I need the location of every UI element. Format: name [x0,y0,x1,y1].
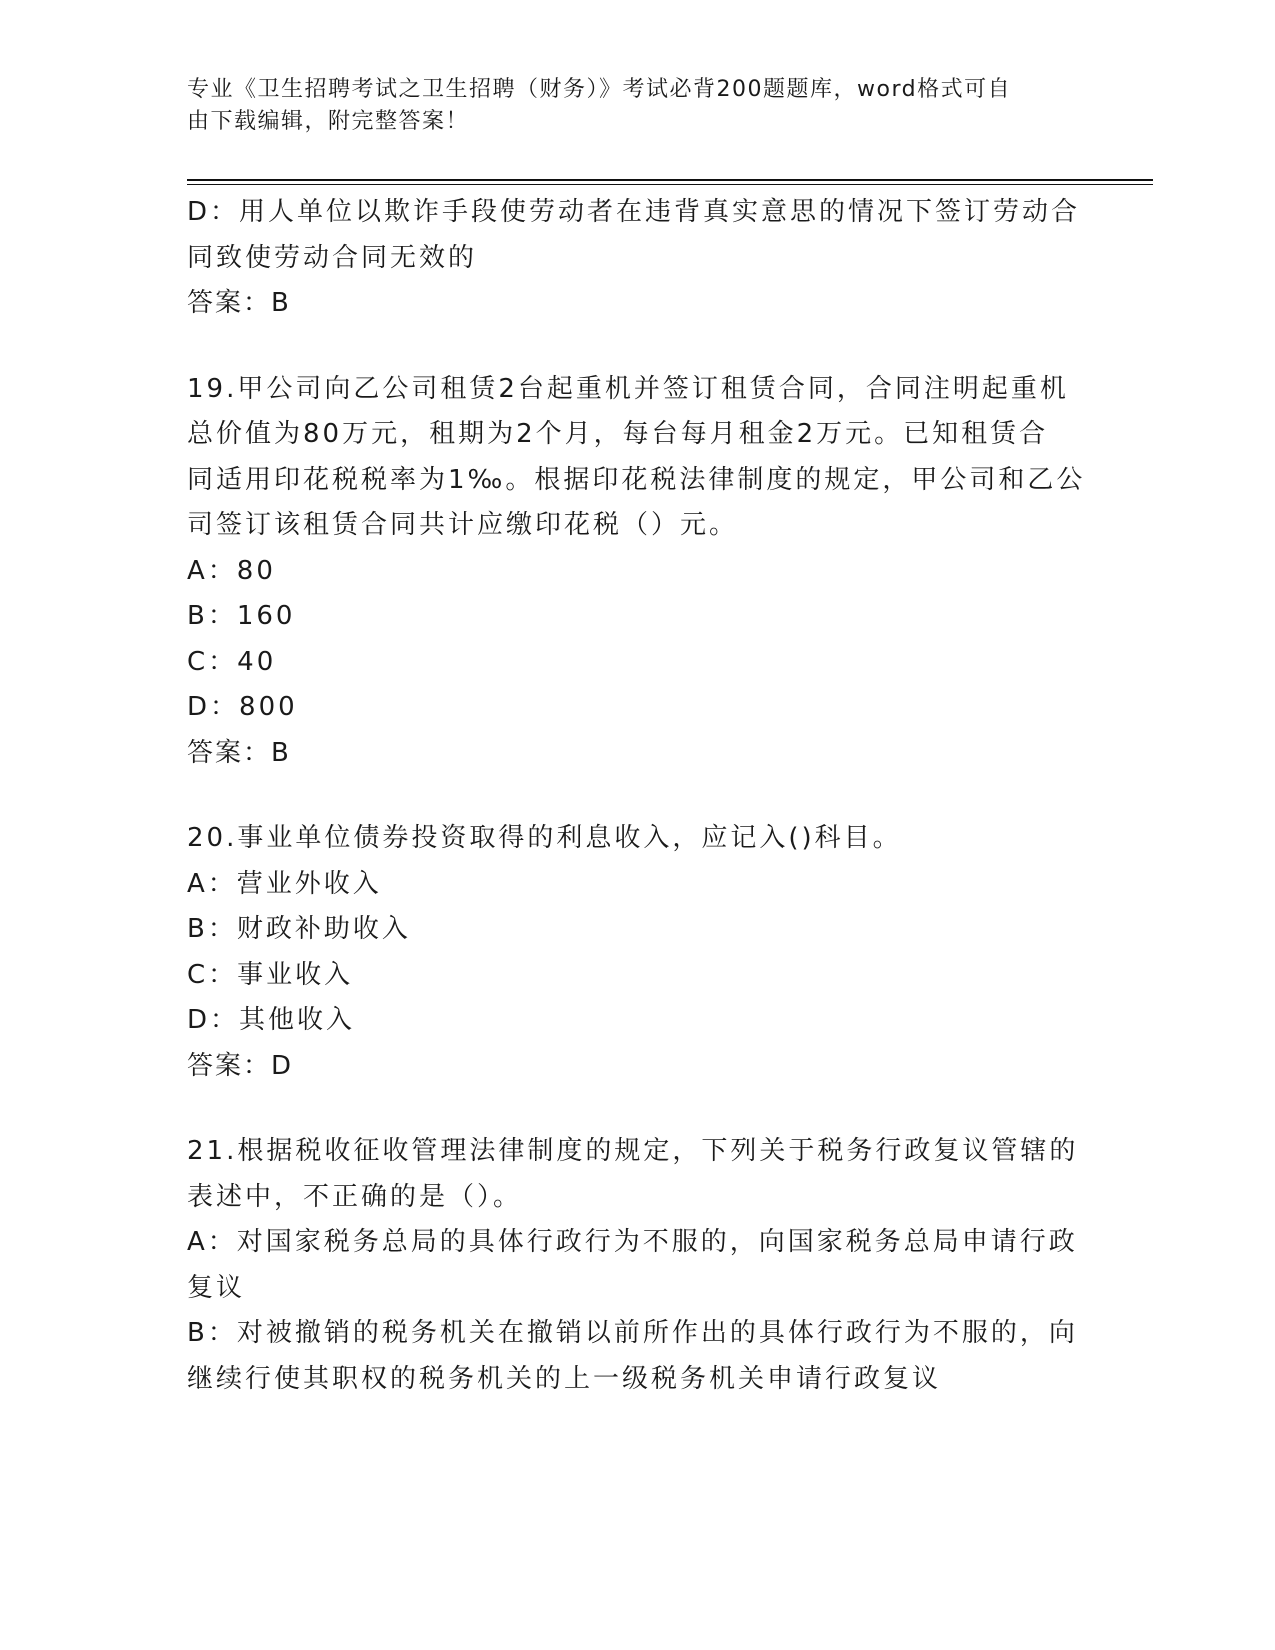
q20-stem: 20.事业单位债券投资取得的利息收入，应记入()科目。 [187,823,902,853]
header-line-2: 由下载编辑，附完整答案！ [187,109,470,134]
q21-stem-line-2: 表述中，不正确的是（）。 [187,1181,523,1212]
q21-option-b-line-2: 继续行使其职权的税务机关的上一级税务机关申请行政复议 [187,1363,942,1394]
q20-option-d: D：其他收入 [187,1005,356,1035]
q19-option-d: D：800 [187,692,298,722]
q21-option-b-line-1: B：对被撤销的税务机关在撤销以前所作出的具体行政行为不服的，向 [187,1318,1078,1348]
question-19 [187,367,1087,777]
q19-stem-line-3: 同适用印花税税率为1‰。根据印花税法律制度的规定，甲公司和乙公 [187,464,1086,495]
q20-option-a: A：营业外收入 [187,868,382,899]
q19-option-a: A：80 [187,555,276,586]
document-header [187,74,1087,138]
question-20 [187,816,1087,1089]
header-rule-thin [187,184,1153,185]
q19-option-c: C：40 [187,646,277,677]
q19-option-b: B：160 [187,601,296,631]
q21-stem-line-1: 21.根据税收征收管理法律制度的规定，下列关于税务行政复议管辖的 [187,1136,1079,1166]
q20-option-b: B：财政补助收入 [187,914,411,944]
previous-question-tail [187,190,1087,327]
question-21 [187,1129,1087,1402]
document-body [187,190,1087,1402]
q21-option-a-line-2: 复议 [187,1272,246,1303]
q19-stem-line-1: 19.甲公司向乙公司租赁2台起重机并签订租赁合同，合同注明起重机 [187,373,1069,404]
q21-option-a-line-1: A：对国家税务总局的具体行政行为不服的，向国家税务总局申请行政 [187,1227,1078,1257]
prev-option-d-line-2: 同致使劳动合同无效的 [187,242,478,273]
prev-answer: 答案：B [187,288,291,318]
q19-stem-line-2: 总价值为80万元，租期为2个月，每台每月租金2万元。已知租赁合 [187,419,1049,449]
q20-answer: 答案：D [187,1050,294,1081]
prev-option-d-line-1: D：用人单位以欺诈手段使劳动者在违背真实意思的情况下签订劳动合 [187,197,1081,227]
q20-option-c: C：事业收入 [187,959,354,990]
header-rule-thick [187,179,1153,181]
header-line-1: 专业《卫生招聘考试之卫生招聘（财务）》考试必背200题题库，word格式可自 [187,77,1012,102]
q19-answer: 答案：B [187,737,291,768]
q19-stem-line-4: 司签订该租赁合同共计应缴印花税（）元。 [187,510,739,540]
